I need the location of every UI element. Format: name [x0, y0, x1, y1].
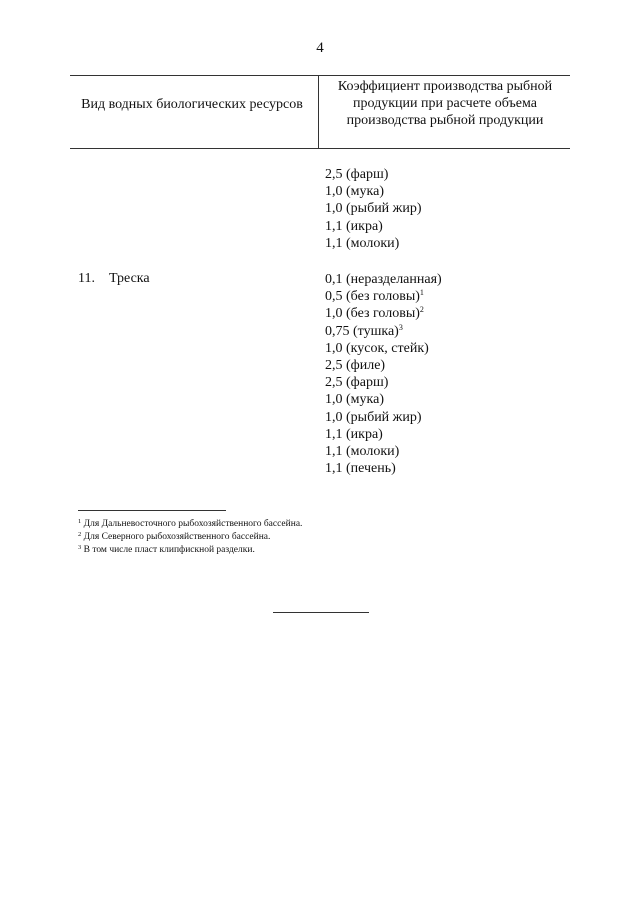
coefficient-value: 2,5 (филе) [325, 358, 386, 374]
footnote-3: $^3$ В том числе пласт клипфискной разделки. [78, 544, 255, 555]
coefficient-value: 0,75 (тушка)$^3$ [325, 322, 403, 339]
row-values-list [325, 271, 442, 477]
coefficient-value: 1,1 (молоки) [325, 444, 400, 460]
coefficient-value: 2,5 (фарш) [325, 375, 389, 391]
coefficient-value: 1,0 (без головы)$^2$ [325, 305, 424, 322]
footnotes [78, 518, 302, 557]
page-number: 4 [316, 40, 324, 56]
header-column-divider [318, 75, 319, 148]
coefficient-value: 1,0 (рыбий жир) [325, 201, 422, 217]
row-number: 11. [78, 271, 95, 286]
footnote-2: $^2$ Для Северного рыбохозяйственного бассейна. [78, 531, 271, 542]
footnote-ref: 1 [419, 288, 424, 298]
coefficient-value: 1,0 (мука) [325, 392, 384, 408]
footnote-ref: 3 [398, 322, 403, 332]
table-top-border [70, 75, 570, 76]
coefficient-value: 1,1 (икра) [325, 218, 383, 234]
header-coefficient: Коэффициент производства рыбной продукции при расчете объема производства рыбной продукции [337, 79, 553, 128]
footnote-1: $^1$ Для Дальневосточного рыбохозяйственного бассейна. [78, 518, 303, 529]
coefficient-value: 1,0 (кусок, стейк) [325, 340, 429, 356]
end-of-document-line [273, 612, 369, 613]
coefficient-value: 0,1 (неразделанная) [325, 272, 442, 287]
header-species: Вид водных биологических ресурсов [81, 97, 303, 112]
coefficient-value: 1,0 (мука) [325, 184, 384, 200]
row-species-name: Треска [109, 271, 150, 286]
coefficient-value: 1,1 (икра) [325, 426, 383, 442]
coefficient-value: 1,1 (молоки) [325, 235, 400, 251]
coefficient-value: 0,5 (без головы)$^1$ [325, 288, 424, 305]
coefficient-value: 1,1 (печень) [325, 461, 396, 477]
coefficient-value: 2,5 (фарш) [325, 167, 389, 182]
continued-values-list [325, 166, 422, 252]
footnote-ref: 2 [419, 305, 424, 315]
coefficient-value: 1,0 (рыбий жир) [325, 409, 422, 425]
table-header-bottom-border [70, 148, 570, 149]
footnote-separator [78, 510, 226, 511]
